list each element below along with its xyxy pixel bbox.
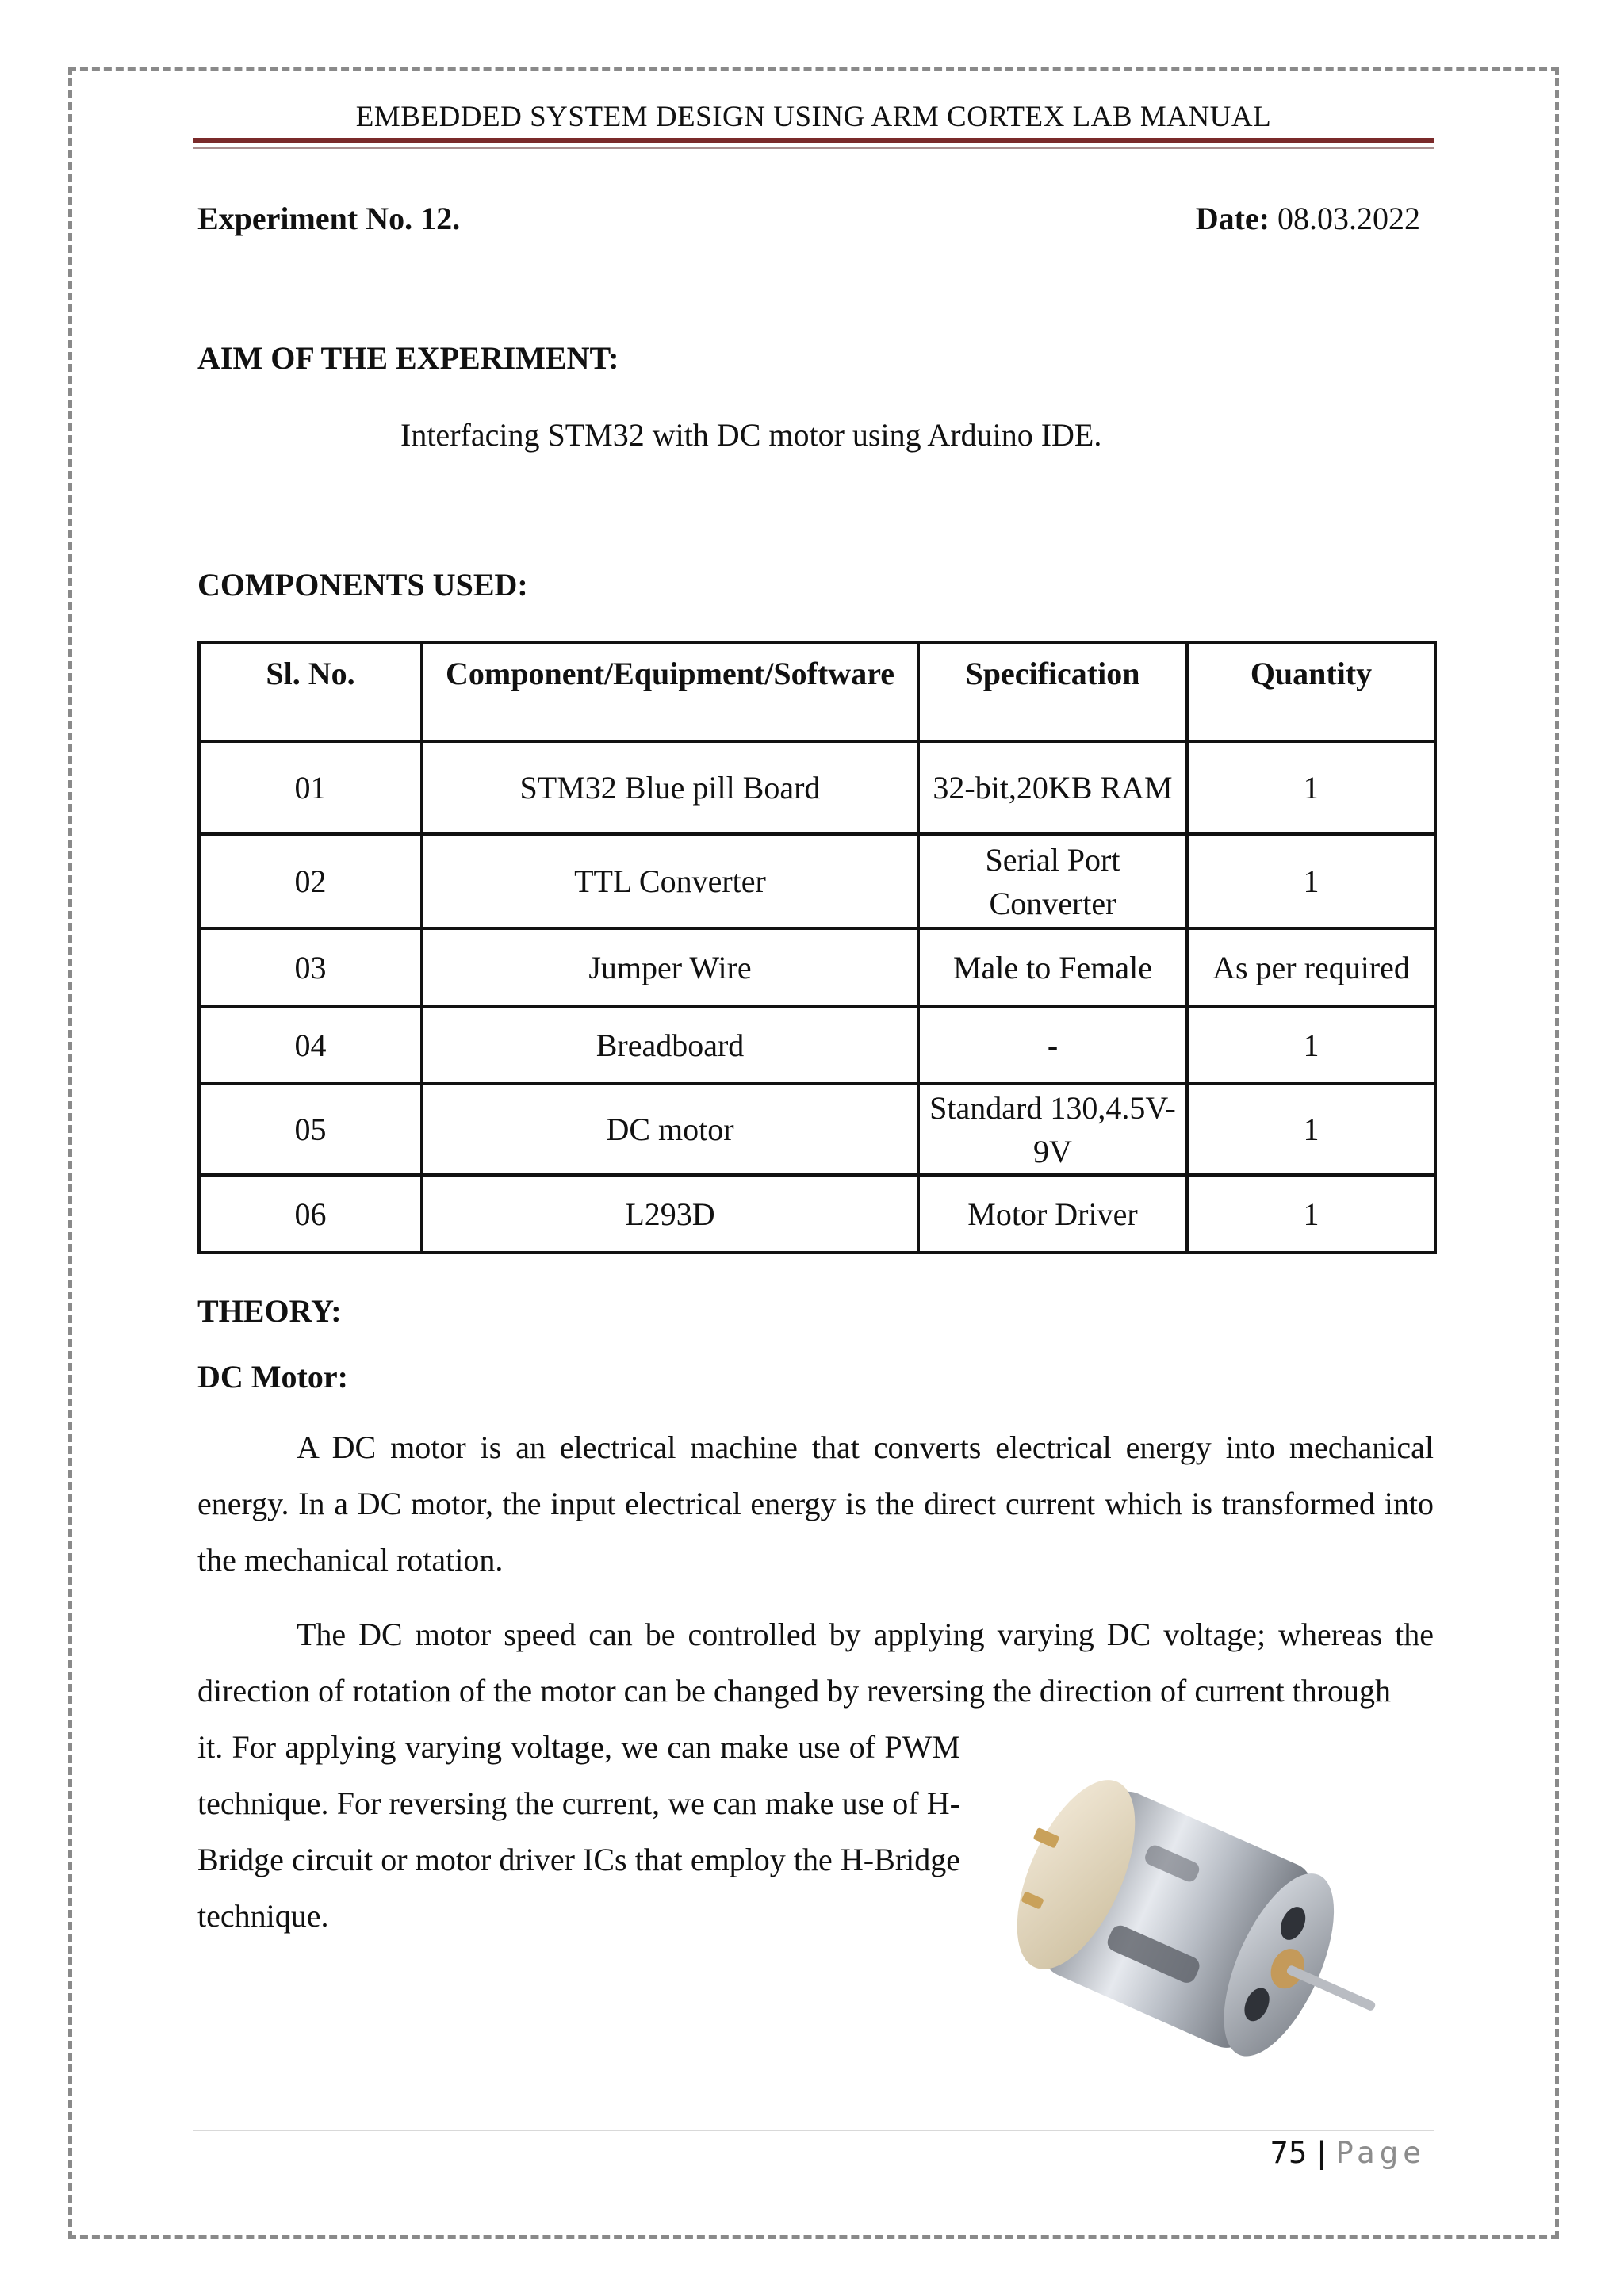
cell-sl: 06 (199, 1175, 422, 1253)
column-header: Sl. No. (199, 642, 422, 741)
table-row (199, 834, 1435, 928)
page-number: 75 (1270, 2136, 1308, 2170)
experiment-number: Experiment No. 12. (197, 201, 461, 236)
cell-component: DC motor (422, 1084, 918, 1175)
components-heading: COMPONENTS USED: (197, 567, 528, 603)
theory-paragraph-2-wrap: it. For applying varying voltage, we can make use of PWM technique. For reversing the current, we can make use of H-Bridge circuit or motor driver ICs that employ the H-Bridge technique. (197, 1729, 960, 1934)
header-rule (193, 138, 1434, 144)
cell-spec: 32-bit,20KB RAM (918, 741, 1187, 834)
experiment-row (197, 200, 1420, 239)
cell-sl: 03 (199, 928, 422, 1006)
cell-component: Jumper Wire (422, 928, 918, 1006)
cell-component: TTL Converter (422, 834, 918, 928)
table-row (199, 928, 1435, 1006)
table-row (199, 1084, 1435, 1175)
cell-sl: 02 (199, 834, 422, 928)
theory-paragraph-1: A DC motor is an electrical machine that converts electrical energy into mechanical energy. In a DC motor, the input electrical energy is the direct current which is transformed into the mechanical rotation. (197, 1429, 1434, 1578)
cell-spec: Male to Female (918, 928, 1187, 1006)
cell-qty: 1 (1187, 1175, 1435, 1253)
table-row (199, 1175, 1435, 1253)
cell-spec: Motor Driver (918, 1175, 1187, 1253)
table-header-row (199, 642, 1435, 741)
date-value: 08.03.2022 (1277, 201, 1420, 236)
cell-qty: 1 (1187, 834, 1435, 928)
cell-qty: 1 (1187, 1006, 1435, 1084)
cell-spec: Standard 130,4.5V-9V (918, 1084, 1187, 1175)
cell-sl: 04 (199, 1006, 422, 1084)
column-header: Specification (918, 642, 1187, 741)
table-row (199, 1006, 1435, 1084)
cell-component: Breadboard (422, 1006, 918, 1084)
cell-sl: 05 (199, 1084, 422, 1175)
table-row (199, 741, 1435, 834)
cell-qty: 1 (1187, 1084, 1435, 1175)
header-rule-thin (193, 147, 1434, 149)
cell-qty: As per required (1187, 928, 1435, 1006)
cell-spec: Serial Port Converter (918, 834, 1187, 928)
column-header: Component/Equipment/Software (422, 642, 918, 741)
footer-rule (193, 2130, 1434, 2131)
theory-paragraph-2: The DC motor speed can be controlled by applying varying DC voltage; whereas the direction of rotation of the motor can be changed by reversing the direction of current through (197, 1617, 1434, 1709)
cell-component: STM32 Blue pill Board (422, 741, 918, 834)
cell-qty: 1 (1187, 741, 1435, 834)
aim-text: Interfacing STM32 with DC motor using Arduino IDE. (400, 417, 1102, 453)
cell-component: L293D (422, 1175, 918, 1253)
page-word: Page (1335, 2136, 1426, 2170)
date-label: Date: (1195, 201, 1270, 236)
page-footer (1270, 2136, 1426, 2170)
footer-separator: | (1316, 2136, 1327, 2170)
cell-sl: 01 (199, 741, 422, 834)
components-table (197, 641, 1437, 1254)
aim-heading: AIM OF THE EXPERIMENT: (197, 340, 619, 376)
theory-heading: THEORY: (197, 1293, 342, 1329)
experiment-date (1196, 200, 1420, 237)
theory-subheading: DC Motor: (197, 1359, 348, 1395)
column-header: Quantity (1187, 642, 1435, 741)
page-header: EMBEDDED SYSTEM DESIGN USING ARM CORTEX LAB MANUAL (355, 101, 1272, 133)
dc-motor-image (969, 1760, 1413, 2093)
cell-spec: - (918, 1006, 1187, 1084)
